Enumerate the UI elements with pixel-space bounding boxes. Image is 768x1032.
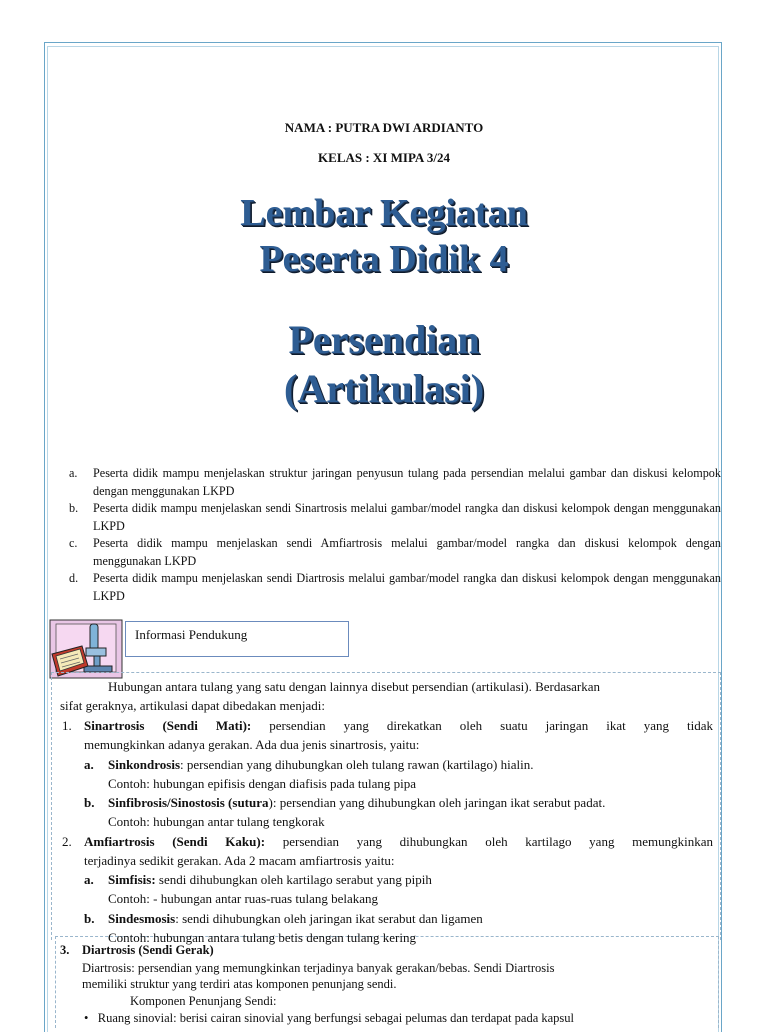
section-1a-example: Contoh: hubungan epifisis dengan diafisis pada tulang pipa bbox=[108, 776, 416, 791]
section-2a-example: Contoh: - hubungan antar ruas-ruas tulang belakang bbox=[108, 891, 379, 906]
section-1-heading: Sinartrosis (Sendi Mati): bbox=[84, 718, 252, 733]
section-1b-line: Sinfibrosis/Sinostosis (sutura): persendian yang dihubungkan oleh jaringan ikat serabut padat. bbox=[108, 795, 606, 810]
title-line-3: Persendian bbox=[288, 317, 480, 362]
section-1a-line: Sinkondrosis: persendian yang dihubungkan oleh tulang rawan (kartilago) hialin. bbox=[108, 757, 534, 772]
title-line-1: Lembar Kegiatan bbox=[240, 192, 528, 234]
section-3-heading: Diartrosis (Sendi Gerak) bbox=[82, 943, 214, 957]
intro-line-1: Hubungan antara tulang yang satu dengan lainnya disebut persendian (artikulasi). Berdasarkan bbox=[108, 679, 601, 694]
section-3-line-2: memiliki struktur yang terdiri atas komponen penunjang sendi. bbox=[82, 977, 397, 991]
section-1-line-2: memungkinkan adanya gerakan. Ada dua jenis sinartrosis, yaitu: bbox=[84, 737, 420, 752]
section-1-line-1: Sinartrosis (Sendi Mati): persendian yang direkatkan oleh suatu jaringan ikat yang tidak bbox=[84, 718, 713, 733]
section-2a-heading: Simfisis: bbox=[108, 872, 156, 887]
section-1a-letter: a. bbox=[84, 757, 94, 772]
section-2-number: 2. bbox=[62, 834, 72, 849]
info-box-label: Informasi Pendukung bbox=[135, 627, 248, 642]
info-box bbox=[125, 621, 349, 657]
bullet-icon: • bbox=[84, 1011, 89, 1025]
section-1b-heading: Sinfibrosis/Sinostosis (sutura bbox=[108, 795, 269, 810]
section-1-number: 1. bbox=[62, 718, 72, 733]
page-subtitle bbox=[0, 316, 768, 414]
section-1b-letter: b. bbox=[84, 795, 95, 810]
student-name: NAMA : PUTRA DWI ARDIANTO bbox=[284, 120, 484, 135]
section-2b-letter: b. bbox=[84, 911, 95, 926]
objective-item: d. Peserta didik mampu menjelaskan sendi Diartrosis melalui gambar/model rangka dan diskusi kelompok dengan menggunakan LKPD bbox=[69, 571, 721, 603]
section-1a-heading: Sinkondrosis bbox=[108, 757, 181, 772]
section-1b-example: Contoh: hubungan antar tulang tengkorak bbox=[108, 814, 325, 829]
objective-item: b. Peserta didik mampu menjelaskan sendi Sinartrosis melalui gambar/model rangka dan diskusi kelompok dengan menggunakan LKPD bbox=[69, 501, 721, 533]
learning-objectives bbox=[66, 465, 721, 605]
section-3-line-3: Komponen Penunjang Sendi: bbox=[130, 994, 277, 1008]
section-2-heading: Amfiartrosis (Sendi Kaku): bbox=[84, 834, 266, 849]
section-2a-letter: a. bbox=[84, 872, 94, 887]
title-line-2: Peserta Didik 4 bbox=[259, 238, 509, 281]
title-line-4: (Artikulasi) bbox=[284, 365, 484, 411]
book-microscope-icon bbox=[48, 618, 124, 680]
section-3-line-1: Diartrosis: persendian yang memungkinkan terjadinya banyak gerakan/bebas. Sendi Diartrosis bbox=[82, 961, 555, 975]
objective-item: c. Peserta didik mampu menjelaskan sendi Amfiartrosis melalui gambar/model rangka dan diskusi kelompok dengan menggunakan LKPD bbox=[69, 536, 721, 568]
section-2-line-2: terjadinya sedikit gerakan. Ada 2 macam amfiartrosis yaitu: bbox=[84, 853, 395, 868]
section-2b-line: Sindesmosis: sendi dihubungkan oleh jaringan ikat serabut dan ligamen bbox=[108, 911, 483, 926]
section-2a-line: Simfisis: sendi dihubungkan oleh kartilago serabut yang pipih bbox=[108, 872, 432, 887]
section-3-bullet: • Ruang sinovial: berisi cairan sinovial yang berfungsi sebagai pelumas dan terdapat pada kapsul bbox=[84, 1011, 575, 1025]
page-title bbox=[0, 190, 768, 283]
student-class: KELAS : XI MIPA 3/24 bbox=[318, 150, 450, 165]
intro-line-2: sifat geraknya, artikulasi dapat dibedakan menjadi: bbox=[60, 698, 325, 713]
section-2-line-1: Amfiartrosis (Sendi Kaku): persendian yang dihubungkan oleh kartilago yang memungkinkan bbox=[84, 834, 714, 849]
section-2b-heading: Sindesmosis bbox=[108, 911, 176, 926]
section-2b-example: Contoh: hubungan antara tulang betis dengan tulang kering bbox=[108, 930, 416, 945]
section-3-number: 3. bbox=[60, 943, 70, 957]
objective-item: a. Peserta didik mampu menjelaskan struktur jaringan penyusun tulang pada persendian melalui gambar dan diskusi kelompok dengan menggunakan LKPD bbox=[69, 466, 721, 498]
